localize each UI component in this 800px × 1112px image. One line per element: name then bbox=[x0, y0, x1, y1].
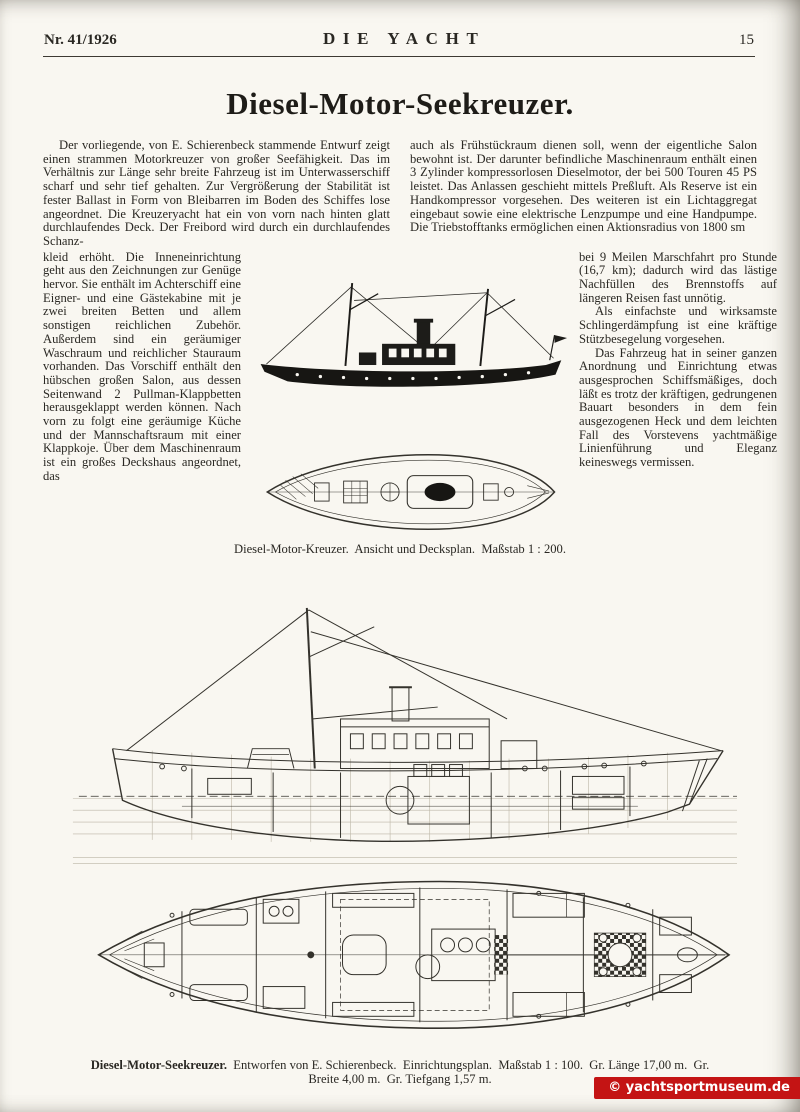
header-rule bbox=[43, 56, 755, 57]
article-paragraph-right-side-3: Das Fahrzeug hat in seiner ganzen Anordnung und Einrichtung etwas ausgesprochen Schiffsmäßiges, doch läßt es trotz der kräftigen, gedrungenen Bauart besonders in dem fein ausgezogenen Heck und dem leichten Fall des Vorstevens yachtmäßige Linienführung und Eleganz keineswegs vermissen. bbox=[579, 345, 777, 470]
yacht-deck-plan-illustration bbox=[260, 441, 560, 543]
article-body bbox=[43, 138, 777, 1087]
einrichtungsplan-figure bbox=[43, 602, 757, 1055]
watermark-text: © yachtsportmuseum.de bbox=[608, 1080, 790, 1095]
article-paragraph-right-side-2: Als einfachste und wirksamste Schlingerdämpfung ist eine kräftige Stützbesegelung vorgesehen. bbox=[579, 304, 777, 346]
yacht-side-view-illustration bbox=[251, 277, 569, 427]
small-figure-caption: Diesel-Motor-Kreuzer. Ansicht und Decksplan. Maßstab 1 : 200. bbox=[233, 541, 566, 556]
article-paragraph-left-side: kleid erhöht. Die Inneneinrichtung geht aus den Zeichnungen zur Genüge hervor. Sie enthält im Achterschiff eine Eigner- und eine Gästekabine mit je zwei breiten Betten und allem sonstigen reichlichen Zubehör. Außerdem sind ein geräumiger Waschraum und reichlicher Stauraum vorhanden. Das Vorschiff enthält den hübschen großen Salon, aus dessen Seitenwand 2 Pullman-Klappbetten herausgeklappt werden können. Nach vorn zu folgt eine geräumige Küche und der Mannschaftsraum mit einer Klappkoje. Über dem Maschinenraum ist ein großes Deckshaus angeordnet, das bbox=[43, 249, 241, 483]
magazine-title: DIE YACHT bbox=[322, 29, 486, 48]
article-title: Diesel-Motor-Seekreuzer. bbox=[226, 86, 574, 121]
left-narrow-column bbox=[43, 251, 241, 543]
page-number: 15 bbox=[739, 32, 754, 48]
two-column-text-top bbox=[43, 139, 757, 249]
article-paragraph-left-top: Der vorliegende, von E. Schierenbeck stammende Entwurf zeigt einen strammen Motorkreuzer von großer Seefähigkeit. Das im Verhältnis zur Länge sehr breite Fahrzeug ist im Unterwasserschiff scharf und sehr tief gehalten. Zur Vergrößerung der Stabilität ist fester Ballast in Form von Bleibarren im Boden des Schiffes lose angeordnet. Die Kreuzeryacht hat ein von vorn nach hinten glatt durchlaufendes Deck. Der Freibord wird durch ein durchlaufendes Schanz- bbox=[43, 138, 390, 248]
yacht-small-figure bbox=[251, 251, 569, 543]
right-narrow-column bbox=[579, 251, 777, 543]
large-figure-caption-rest: Entworfen von E. Schierenbeck. Einrichtungsplan. Maßstab 1 : 100. Gr. Länge 17,00 m. Gr. Breite 4,00 m. Gr. Tiefgang 1,57 m. bbox=[226, 1058, 713, 1087]
article-paragraph-right-top: auch als Frühstückraum dienen soll, wenn der eigentliche Salon bewohnt ist. Der darunter befindliche Maschinenraum enthält einen 3 Zylinder kompressorlosen Dieselmotor, der bei 500 Touren 45 PS leistet. Das Anlassen geschieht mittels Preßluft. Als Reserve ist ein Handkompressor vorgesehen. Des weiteren ist ein Lichtaggregat eingebaut sowie eine elektrische Lenzpumpe und eine Handpumpe. Die Triebstofftanks ermöglichen einen Aktionsradius von 1800 sm bbox=[410, 138, 757, 235]
large-figure-caption-lead: Diesel-Motor-Seekreuzer. bbox=[90, 1058, 227, 1073]
issue-number: Nr. 41/1926 bbox=[44, 32, 117, 48]
einrichtungsplan-drawing bbox=[43, 602, 757, 1050]
masthead bbox=[44, 29, 754, 49]
text-wrap-figure-section bbox=[43, 249, 777, 543]
watermark-stamp bbox=[594, 1077, 800, 1099]
article-paragraph-right-side-1: bei 9 Meilen Marschfahrt pro Stunde (16,7 km); dadurch wird das lästige Nachfüllen des Brennstoffs auf längeren Reisen fast unnötig. bbox=[579, 249, 777, 305]
